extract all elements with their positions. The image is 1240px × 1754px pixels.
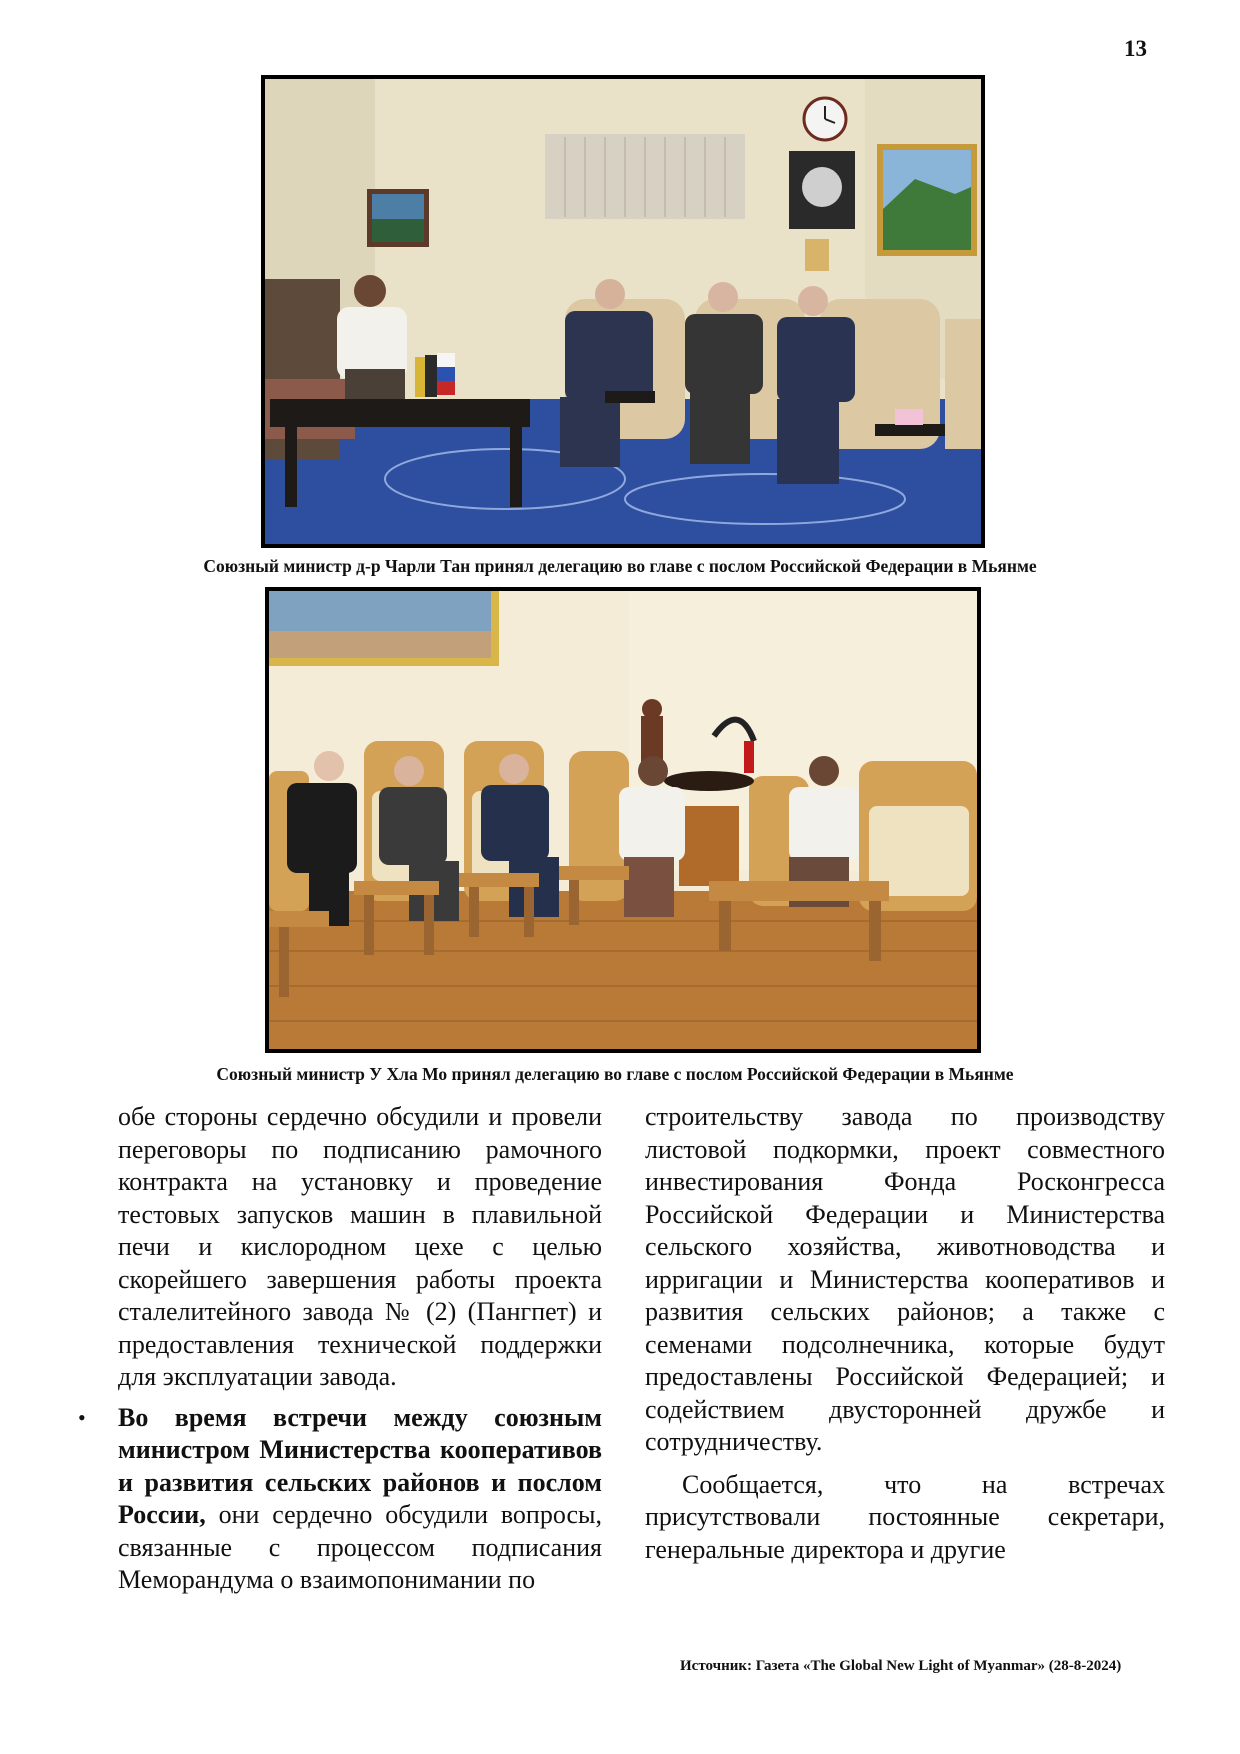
source-note: Источник: Газета «The Global New Light of Myanmar» (28-8-2024) xyxy=(680,1658,1122,1674)
right-paragraph-2: Сообщается, что на встречах присутствовали постоянные секретари, генеральные директора и другие xyxy=(645,1469,1165,1564)
left-paragraph: обе стороны сердечно обсудили и провели переговоры по подписанию рамочного контракта на установку и проведение тестовых запусков машин в плавильной печи и кислородном цехе с целью скорейшего завершения работы проекта сталелитейного завода № (2) (Пангпет) и предоставления технической поддержки для эксплуатации завода. xyxy=(118,1102,602,1391)
left-text-column xyxy=(78,1101,602,1597)
right-paragraph-1: строительству завода по производству листовой подкормки, проект совместного инвестирования Фонда Росконгресса Российской Федерации и Министерства сельского хозяйства, животноводства и ирригации и Министерства кооперативов и развития сельских районов; а также с семенами подсолнечника, которые будут предоставлены Российской Федерацией; и содействием двусторонней дружбе и сотрудничеству. xyxy=(645,1102,1165,1456)
bullet-paragraph xyxy=(78,1402,602,1597)
bullet-icon: • xyxy=(78,1404,86,1430)
bullet-bold-lead: Во время встречи между союзным министром Министерства кооперативов и развития сельских районов и послом России, xyxy=(118,1402,602,1529)
meeting-photo-1 xyxy=(261,75,985,548)
right-text-column xyxy=(645,1101,1165,1566)
page-number: 13 xyxy=(1124,36,1147,61)
photo-caption-2: Союзный министр У Хла Мо принял делегацию во главе с послом Российской Федерации в Мьянме xyxy=(216,1064,1014,1084)
meeting-photo-2 xyxy=(265,587,981,1053)
bullet-text: они сердечно обсудили вопросы, связанные с процессом подписания Меморандума о взаимопонимании по xyxy=(118,1500,602,1594)
photo-caption-1: Союзный министр д-р Чарли Тан принял делегацию во главе с послом Российской Федерации в Мьянме xyxy=(203,556,1037,576)
